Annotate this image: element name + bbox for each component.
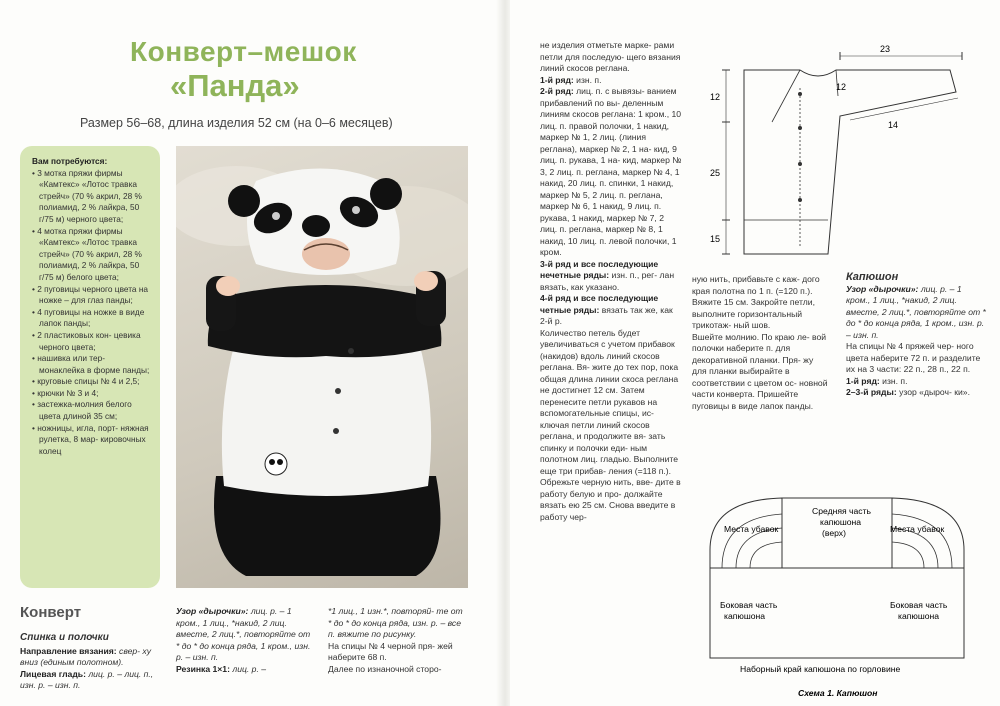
materials-item: • крючки № 3 и 4; [32, 387, 99, 398]
materials-item: • ножницы, игла, порт- няжная рулетка, 8 мар- кировочных колец [32, 422, 149, 456]
page-title-name: «Панда» [170, 68, 300, 103]
rc1-p1: не изделия отметьте марке- рами петли для последую- щего вязания линий скосов реглана. [540, 40, 681, 73]
rc3-p1: На спицы № 4 пряжей чер- ного цвета наберите 72 п. и разделите их на 3 части: 22 п., 28 п., 22 п. [846, 341, 981, 374]
cast-on-edge-label: Наборный край капюшона по горловине [740, 664, 901, 674]
hood-heading: Капюшон [846, 271, 899, 283]
dim-14: 14 [888, 120, 899, 130]
pattern-line: Узор «дырочки»: лиц. р. – 1 кром., 1 лиц., *накид, 2 лиц. вместе, 2 лиц.*, повторяйте от * до * до конца ряда, 1 кром., изн. р. – изн. п. [176, 606, 311, 662]
rc1-row3: 3-й ряд и все последующие нечетные ряды: изн. п., рег- лан вязать, как указано. [540, 258, 675, 292]
section-title: Конверт [20, 604, 82, 621]
schema-caption: Схема 1. Капюшон [798, 688, 878, 698]
column-c [328, 606, 468, 675]
dim-12-left: 12 [710, 92, 721, 102]
col-c-text2: На спицы № 4 черной пря- жей наберите 68 п. [328, 640, 453, 662]
rc1-row2: 2-й ряд: лиц. п. с вывязы- ванием прибавлений по вы- деленным линиям скосов реглана: 1 кром., 10 лиц. п. правой полочки, 1 накид, маркер № 1, 2 лиц. (линия реглана), маркер № 2, 1 на- кид, 9 лиц. п. рукава, 1 на- кид, маркер № 3, 2 лиц. п. реглана, маркер № 4, 1 накид, 20 лиц. п. спинки, 1 накид, маркер № 5, 2 лиц. п. реглана, маркер № 6, 1 накид, 9 лиц. п. рукава, 1 накид, маркер № 7, 2 лиц. п. реглана, маркер № 8, 1 накид, 10 лиц. п. левой полочки, 1 кром. [540, 86, 682, 257]
rc2-p1: ную нить, прибавьте с каж- дого края полотна по 1 п. (=120 п.). Вяжите 15 см. Закройте петли, выполните горизонтальный трикотаж- ный шов. [692, 274, 820, 330]
materials-item: • 2 пуговицы черного цвета на ножке – для глаз панды; [32, 283, 149, 306]
materials-box [20, 146, 160, 588]
materials-item: • 2 пластиковых кон- цевика черного цвета; [32, 329, 141, 352]
dim-23: 23 [880, 44, 891, 54]
dim-15: 15 [710, 234, 721, 244]
col-c-text1: *1 лиц., 1 изн.*, повторяй- те от * до * до конца ряда, изн. р. – все п. вяжите по рисунку. [328, 606, 463, 639]
right-column-3 [846, 272, 986, 399]
hood-center-label: Средняя часть капюшона (верх) [812, 506, 871, 538]
rc1-row1: 1-й ряд: изн. п. [540, 74, 602, 85]
right-side-label: Боковая часть капюшона [890, 600, 948, 621]
materials-item: • 4 пуговицы на ножке в виде лапок панды; [32, 306, 145, 329]
dim-12-inner: 12 [836, 82, 847, 92]
face-stitch-line: Лицевая гладь: лиц. р. – лиц. п., изн. р. – изн. п. [20, 668, 154, 690]
rc2-p2: Вшейте молнию. По краю ле- вой полочки наберите п. для декоративной планки. Пря- жу для планки выбирайте в соответствии с цветом ос- новной части конверта. Пришейте пуговицы в виде лапок панды. [692, 331, 828, 411]
right-column-1 [540, 40, 682, 523]
rc1-row4: 4-й ряд и все последующие четные ряды: вязать так же, как 2-й р. [540, 293, 673, 326]
panda-illustration [176, 146, 468, 588]
left-decrease-label: Места убавок [724, 524, 779, 534]
materials-heading: Вам потребуются: [32, 156, 108, 166]
rc3-pattern: Узор «дырочки»: лиц. р. – 1 кром., 1 лиц., *накид, 2 лиц. вместе, 2 лиц.*, повторяйте от * до * до конца ряда, 1 кром., изн. р. – изн. п. [846, 283, 986, 340]
subsection-heading: Спинка и полочки [20, 632, 109, 643]
right-column-2 [692, 274, 830, 412]
rc3-row23: 2–3-й ряды: узор «дыроч- ки». [846, 387, 970, 397]
rc3-row1: 1-й ряд: изн. п. [846, 375, 908, 386]
rib-line: Резинка 1×1: лиц. р. – [176, 663, 266, 674]
direction-line: Направление вязания: свер- ху вниз (единым полотном). [20, 645, 152, 667]
materials-item: • 4 мотка пряжи фирмы «Камтекс» «Лотос травка стрейч» (70 % акрил, 28 % полиамид, 2 % лайкра, 50 г/75 м) белого цвета; [32, 225, 142, 282]
garment-schema-svg [700, 36, 990, 266]
panda-sack-photo [176, 146, 468, 588]
materials-item: • застежка-молния белого цвета длиной 35 см; [32, 399, 132, 422]
rc1-p3: Обрежьте черную нить, вве- дите в работу белую и про- должайте вязать ею 25 см. Снова введите в работу чер- [540, 477, 681, 522]
garment-schema [700, 36, 990, 266]
col-c-text3: Далее по изнаночной сторо- [328, 663, 442, 674]
size-subtitle: Размер 56–68, длина изделия 52 см (на 0–6 месяцев) [80, 116, 393, 130]
column-a [20, 632, 160, 692]
materials-item: • 3 мотка пряжи фирмы «Камтекс» «Лотос травка стрейч» (70 % акрил, 28 % полиамид, 2 % лайкра, 50 г/75 м) черного цвета; [32, 167, 142, 224]
right-decrease-label: Места убавок [890, 524, 945, 534]
left-side-label: Боковая часть капюшона [720, 600, 778, 621]
dim-25: 25 [710, 168, 721, 178]
hood-schema-svg [700, 482, 990, 702]
materials-item: • нашивка или тер- монаклейка в форме панды; [32, 353, 150, 375]
column-b [176, 606, 314, 675]
hood-schema [700, 482, 990, 702]
materials-item: • круговые спицы № 4 и 2,5; [32, 376, 140, 387]
page-title: Конверт–мешок [130, 36, 357, 67]
rc1-p2: Количество петель будет увеличиваться с учетом прибавок (накидов) вдоль линий скосов реглана. Вя- жите до тех пор, пока общая длина линии скоса реглана не достигнет 12 см. Затем перенесите петли рукавов на вспомогательные спицы, ис- ключая петли линий скосов реглана, и продолжите вя- зать спинку и полочки еди- ным полотном лиц. гладью. Выполните еще три прибав- ления (=118 п.). [540, 327, 679, 476]
